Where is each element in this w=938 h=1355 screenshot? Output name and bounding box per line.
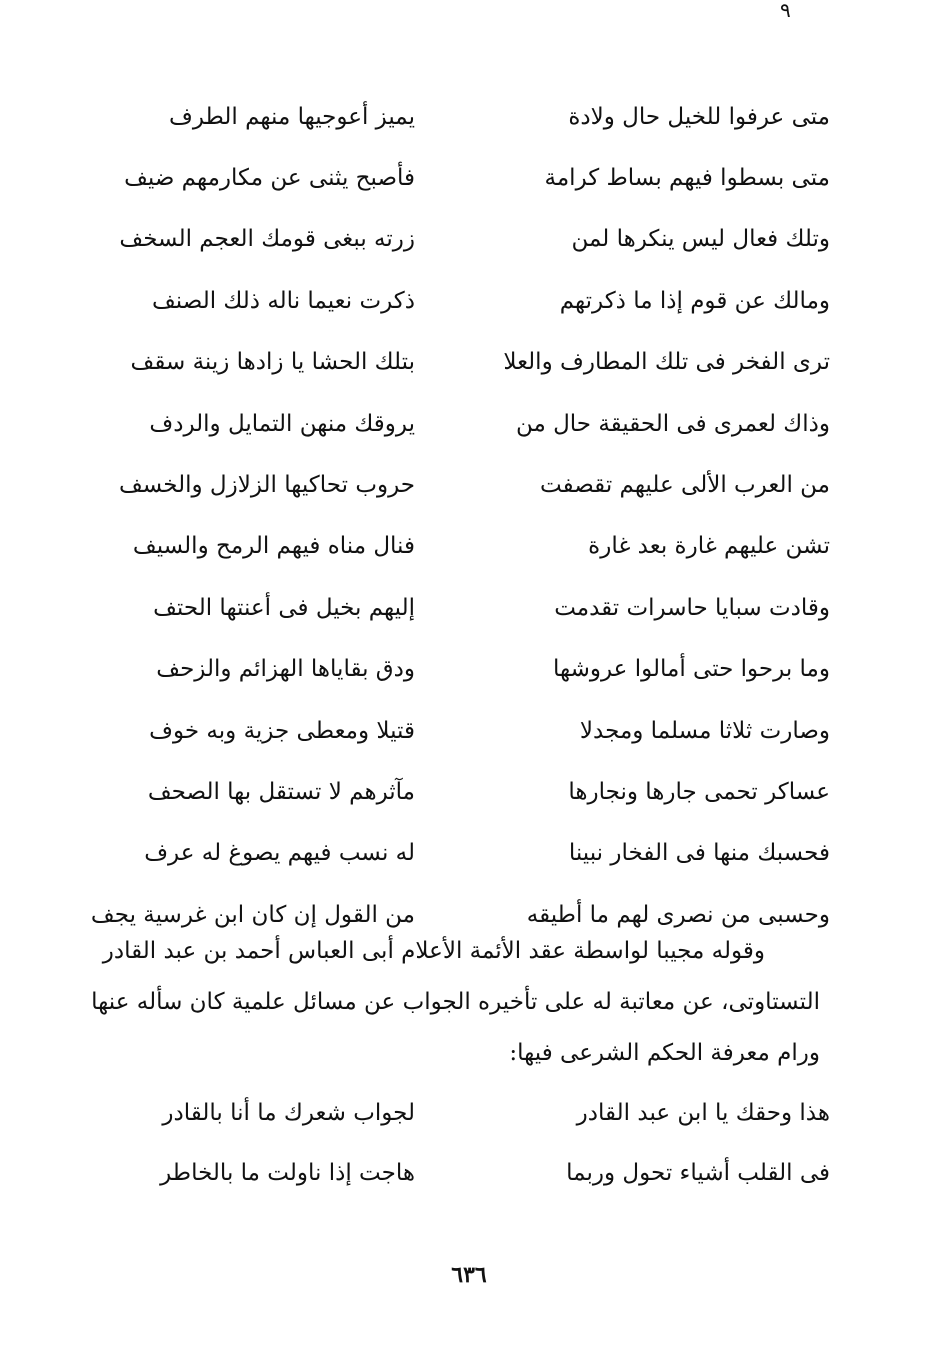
- second-hemistich: يميز أعوجيها منهم الطرف: [169, 103, 415, 130]
- first-hemistich: تشن عليهم غارة بعد غارة: [588, 533, 830, 560]
- second-hemistich: بتلك الحشا يا زادها زينة سقف: [130, 349, 415, 376]
- corner-mark: ٩: [780, 0, 791, 22]
- first-hemistich: هذا وحقك يا ابن عبد القادر: [576, 1100, 830, 1126]
- prose-line: ورام معرفة الحكم الشرعى فيها:: [509, 1040, 820, 1066]
- prose-line: التستاوتى، عن معاتبة له على تأخيره الجواب عن مسائل علمية كان سأله عنها: [91, 989, 820, 1015]
- poem-block: [60, 1083, 830, 1203]
- second-hemistich: له نسب فيهم يصوغ له عرف: [144, 840, 415, 867]
- first-hemistich: وما برحوا حتى أمالوا عروشها: [553, 656, 830, 683]
- first-hemistich: وقادت سبايا حاسرات تقدمت: [554, 594, 830, 621]
- first-hemistich: ومالك عن قوم إذا ما ذكرتهم: [559, 287, 830, 314]
- first-hemistich: من العرب الألى عليهم تقصفت: [540, 472, 830, 499]
- second-hemistich: فأصبح يثنى عن مكارمهم ضيف: [124, 165, 415, 192]
- first-hemistich: فى القلب أشياء تحول وربما: [566, 1160, 830, 1186]
- verse-line: [60, 700, 830, 761]
- first-hemistich: وتلك فعال ليس ينكرها لمن: [571, 226, 830, 253]
- verse-line: [60, 147, 830, 208]
- first-hemistich: ترى الفخر فى تلك المطارف والعلا: [503, 349, 830, 376]
- second-hemistich: حروب تحاكيها الزلازل والخسف: [118, 472, 415, 499]
- verse-line: [60, 516, 830, 577]
- verse-line: [60, 1143, 830, 1203]
- verse-line: [60, 761, 830, 822]
- prose-paragraph: [60, 926, 820, 1079]
- second-hemistich: قتيلا ومعطى جزية وبه خوف: [149, 717, 415, 744]
- first-hemistich: فحسبك منها فى الفخار نبينا: [568, 840, 830, 867]
- verse-line: [60, 209, 830, 270]
- verse-line: [60, 639, 830, 700]
- verse-line: [60, 270, 830, 331]
- second-hemistich: ذكرت نعيما ناله ذلك الصنف: [152, 287, 415, 314]
- second-hemistich: يروقك منهن التمايل والردف: [149, 410, 415, 437]
- second-hemistich: زرته ببغى قومك العجم السخف: [119, 226, 415, 253]
- verse-line: [60, 332, 830, 393]
- first-hemistich: عساكر تحمى جارها ونجارها: [568, 778, 830, 805]
- page-number: ٦٣٦: [451, 1262, 487, 1288]
- prose-line: وقوله مجيبا لواسطة عقد الأئمة الأعلام أبى العباس أحمد بن عبد القادر: [102, 938, 765, 964]
- second-hemistich: لجواب شعرك ما أنا بالقادر: [162, 1100, 415, 1126]
- second-hemistich: هاجت إذا ناولت ما بالخاطر: [160, 1160, 415, 1186]
- second-hemistich: مآثرهم لا تستقل بها الصحف: [147, 778, 415, 805]
- verse-line: [60, 393, 830, 454]
- verse-line: [60, 823, 830, 884]
- second-hemistich: ودق بقاياها الهزائم والزحف: [156, 656, 415, 683]
- verse-line: [60, 86, 830, 147]
- verse-line: [60, 1083, 830, 1143]
- first-hemistich: متى عرفوا للخيل حال ولادة: [568, 103, 830, 130]
- second-hemistich: فنال مناه فيهم الرمح والسيف: [132, 533, 415, 560]
- poem-block: [60, 86, 830, 945]
- verse-line: [60, 454, 830, 515]
- verse-line: [60, 577, 830, 638]
- first-hemistich: متى بسطوا فيهم بساط كرامة: [544, 165, 830, 192]
- first-hemistich: وحسبى من نصرى لهم ما أطيقه: [526, 901, 830, 928]
- second-hemistich: من القول إن كان ابن غرسية يجف: [90, 901, 415, 928]
- first-hemistich: وصارت ثلاثا مسلما ومجدلا: [579, 717, 830, 744]
- first-hemistich: وذاك لعمرى فى الحقيقة حال من: [515, 410, 830, 437]
- second-hemistich: إليهم بخيل فى أعنتها الحتف: [153, 594, 415, 621]
